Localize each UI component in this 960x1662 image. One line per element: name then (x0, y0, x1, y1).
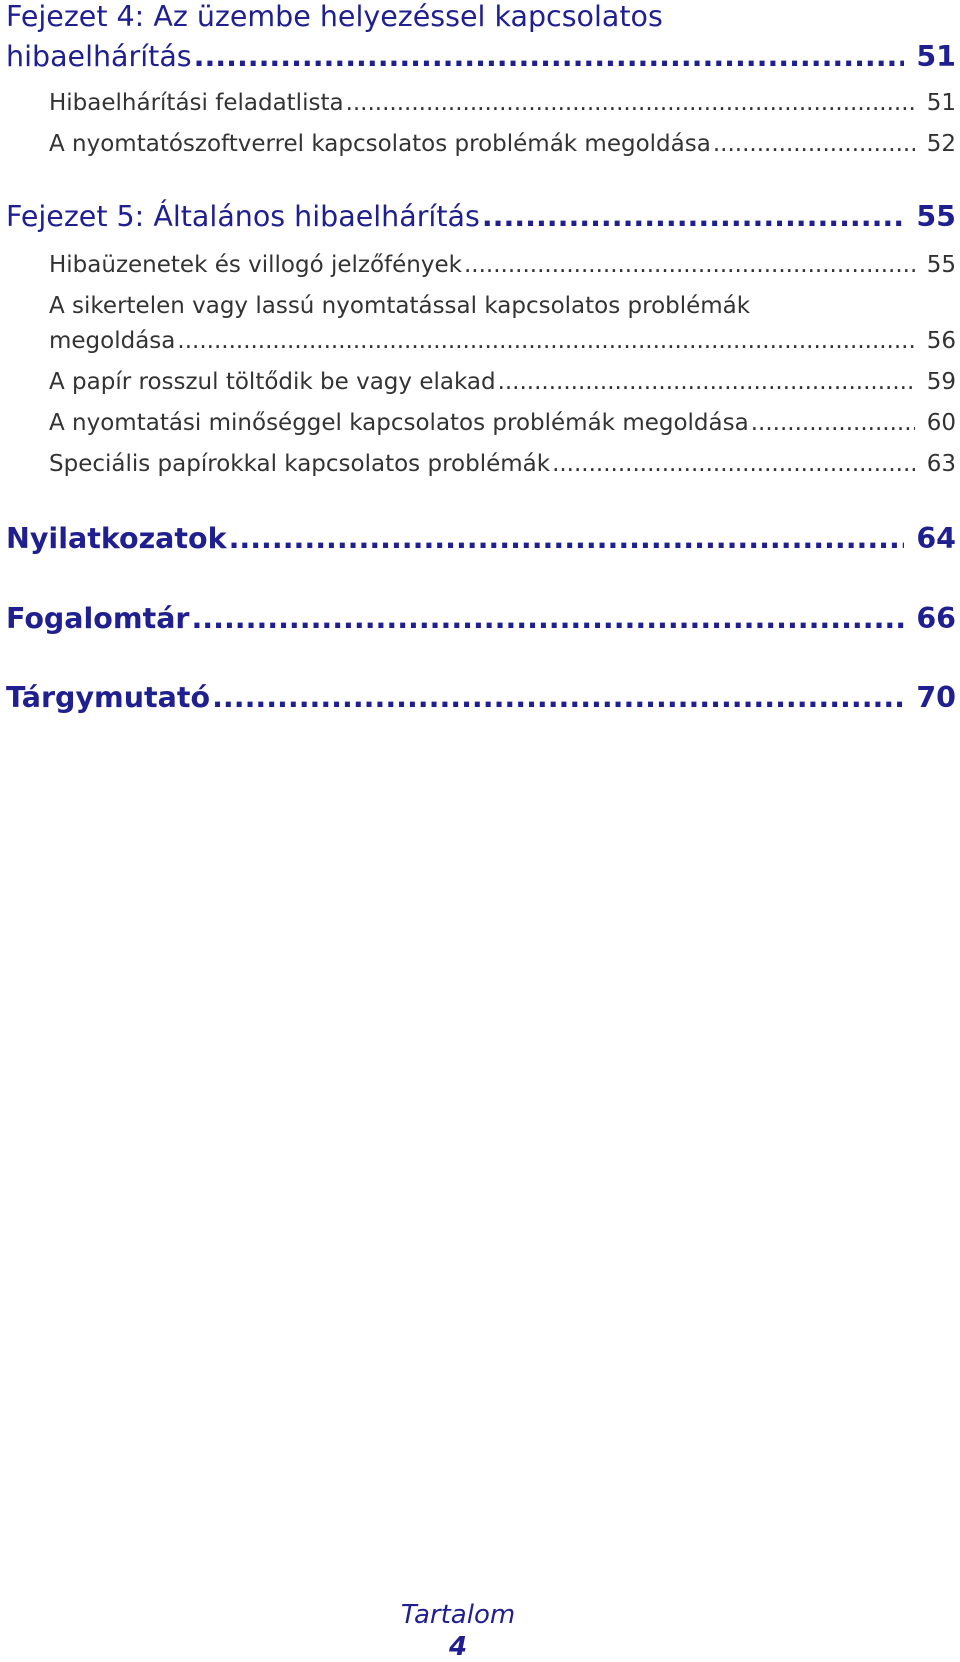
chapter-5-page: 55 (916, 200, 956, 233)
toc-entry-hibauzenetek[interactable] (6, 252, 956, 278)
dot-leader (482, 200, 905, 233)
toc-entry-label: A nyomtatási minőséggel kapcsolatos problémák megoldása (49, 410, 749, 436)
footer-section-title: Tartalom (400, 1600, 516, 1630)
toc-entry-targymutato[interactable] (6, 681, 956, 714)
toc-entry-nyilatkozatok[interactable] (6, 522, 956, 555)
dot-leader (464, 252, 915, 278)
dot-leader (552, 451, 915, 477)
footer-page-number: 4 (448, 1632, 468, 1662)
dot-leader (751, 410, 915, 436)
dot-leader (498, 369, 915, 395)
dot-leader (194, 40, 905, 73)
toc-entry-label: Speciális papírokkal kapcsolatos problémák (49, 451, 551, 477)
toc-entry-papir-elakad[interactable] (6, 369, 956, 395)
dot-leader (229, 522, 905, 555)
toc-entry-specialis-papirok[interactable] (6, 451, 956, 477)
chapter-4-page: 51 (916, 40, 956, 73)
dot-leader (713, 131, 915, 157)
dot-leader (212, 681, 904, 714)
toc-entry-page: 63 (926, 451, 956, 477)
toc-entry-nyomtatoszoftver[interactable] (6, 131, 956, 157)
toc-entry-page: 51 (926, 90, 956, 116)
toc-entry-fogalomtar[interactable] (6, 602, 956, 635)
chapter-4-title-line1 (6, 0, 956, 33)
toc-entry-label: Hibaelhárítási feladatlista (49, 90, 344, 116)
toc-entry-page: 59 (926, 369, 956, 395)
toc-entry-label: Fogalomtár (6, 602, 190, 635)
toc-entry-page: 60 (926, 410, 956, 436)
dot-leader (346, 90, 915, 116)
toc-entry-label: Nyilatkozatok (6, 522, 227, 555)
toc-entry-sikertelen-line1[interactable]: A sikertelen vagy lassú nyomtatással kapcsolatos problémák (49, 293, 751, 319)
toc-entry-hibaelharitasi-feladatlista[interactable] (6, 90, 956, 116)
toc-entry-label: A nyomtatószoftverrel kapcsolatos problémák megoldása (49, 131, 711, 157)
toc-entry-page: 52 (926, 131, 956, 157)
chapter-4-title[interactable]: Fejezet 4: Az üzembe helyezéssel kapcsolatos (6, 0, 663, 33)
chapter-4-title-cont: hibaelhárítás (6, 40, 192, 73)
toc-entry-sikertelen[interactable] (6, 328, 956, 354)
toc-entry-page: 55 (926, 252, 956, 278)
dot-leader (177, 328, 914, 354)
toc-entry-label: A papír rosszul töltődik be vagy elakad (49, 369, 496, 395)
toc-entry-page: 64 (916, 522, 956, 555)
toc-entry-label: Tárgymutató (6, 681, 211, 714)
toc-entry-page: 56 (926, 328, 956, 354)
toc-entry-label: megoldása (49, 328, 176, 354)
dot-leader (191, 602, 904, 635)
chapter-5-entry[interactable] (6, 200, 956, 233)
toc-entry-page: 66 (916, 602, 956, 635)
chapter-5-title: Fejezet 5: Általános hibaelhárítás (6, 200, 480, 233)
toc-entry-nyomtatasi-minoseg[interactable] (6, 410, 956, 436)
toc-entry-page: 70 (916, 681, 956, 714)
chapter-4-entry[interactable] (6, 40, 956, 73)
toc-entry-label: Hibaüzenetek és villogó jelzőfények (49, 252, 462, 278)
